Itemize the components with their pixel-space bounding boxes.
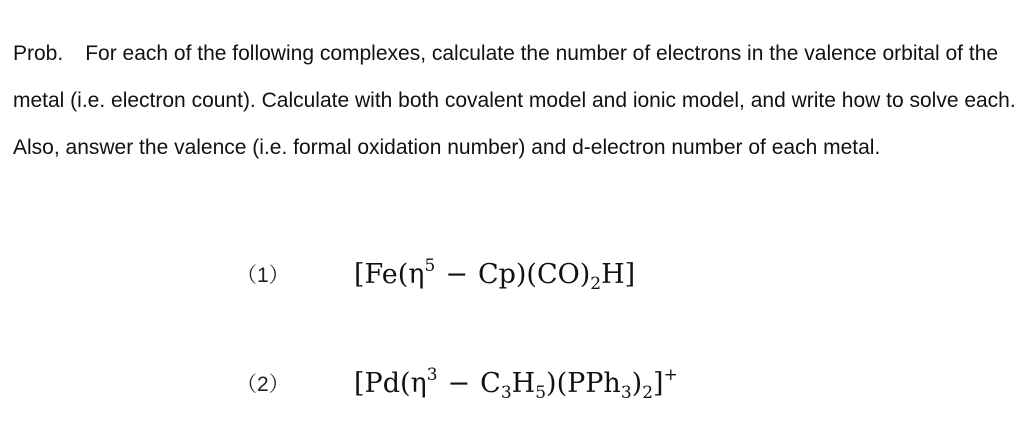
formula-part: ): [631, 367, 643, 399]
carbon-count-subscript: 3: [500, 382, 512, 403]
formula-part: Cp)(CO): [477, 258, 591, 290]
complex-item-2: [236, 363, 678, 403]
complex-item-1: [236, 254, 635, 294]
formula-part: H]: [601, 258, 636, 290]
item-number: （2）: [236, 373, 290, 396]
minus-sign: −: [447, 367, 471, 399]
problem-text: For each of the following complexes, calculate the number of electrons in the valence orbital of the metal (i.e. electron count). Calculate with both covalent model and ionic model, and write how to solve each. Also, answer the valence (i.e. formal oxidation number) and d-electron number of each metal.: [13, 42, 1016, 159]
formula-part: C: [480, 367, 501, 399]
formula-part: H: [511, 367, 536, 399]
hapticity-superscript: 3: [426, 364, 438, 385]
chemical-formula: [354, 364, 678, 403]
phenyl-count-subscript: 3: [620, 382, 632, 403]
formula-part: [Fe(η: [354, 258, 425, 290]
formula-part: ]: [653, 367, 664, 399]
co-count-subscript: 2: [590, 273, 602, 294]
chemical-formula: [354, 255, 636, 294]
formula-part: [Pd(η: [354, 367, 427, 399]
item-number: （1）: [236, 264, 290, 287]
pph3-count-subscript: 2: [642, 382, 654, 403]
hydrogen-count-subscript: 5: [535, 382, 547, 403]
problem-label: Prob.: [13, 42, 64, 65]
formula-part: )(PPh: [546, 367, 621, 399]
problem-statement: [13, 30, 1018, 171]
hapticity-superscript: 5: [424, 255, 436, 276]
charge-superscript: +: [663, 364, 678, 385]
minus-sign: −: [445, 258, 468, 290]
